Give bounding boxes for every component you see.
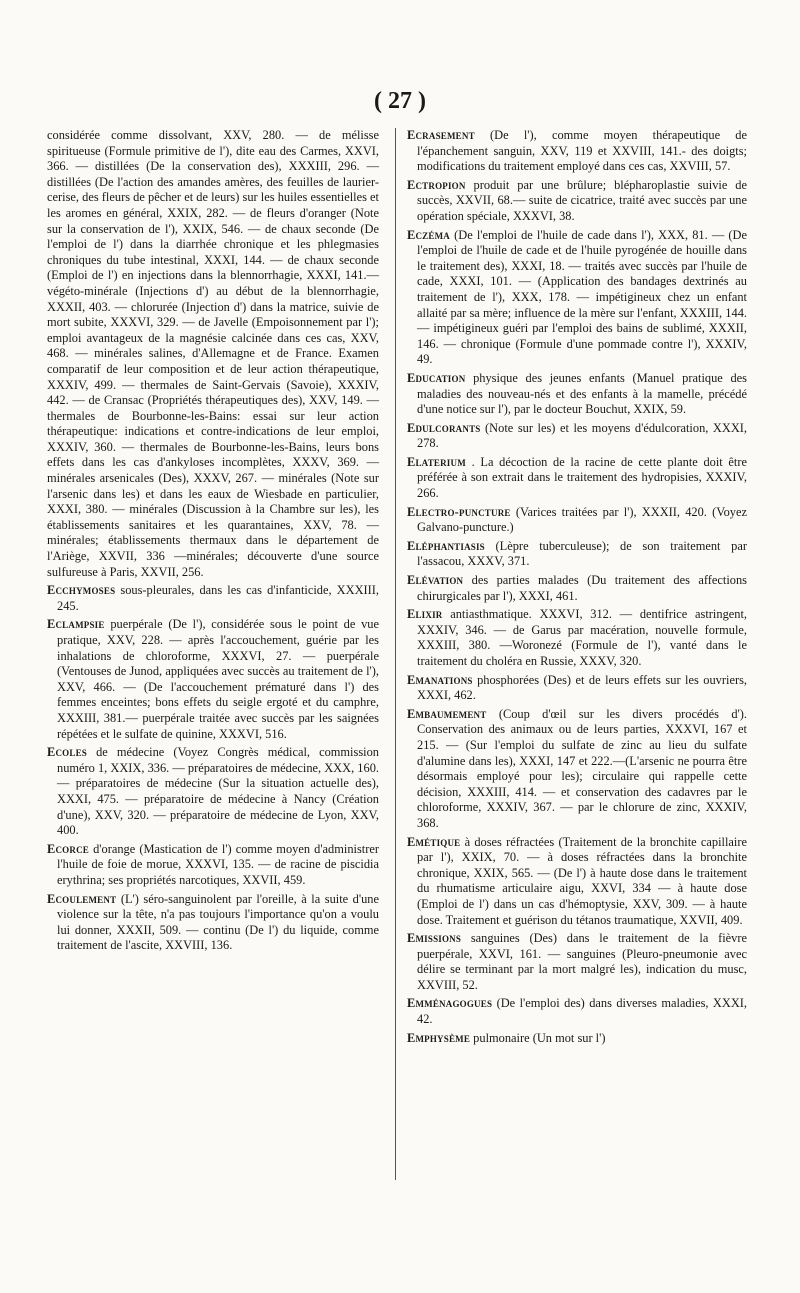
- entry-headword: Education: [407, 370, 466, 385]
- index-entry: [407, 178, 747, 225]
- entry-text: physique des jeunes enfants (Manuel pratique des maladies des nouveau-nés et des enfants à la mamelle, précédé d'une notice sur l'), par le docteur Bouchut, XXIX, 59.: [417, 370, 747, 417]
- entry-text: sous-pleurales, dans les cas d'infanticide, XXXIII, 245.: [57, 583, 379, 613]
- right-column: [407, 128, 747, 1049]
- left-column: [47, 128, 379, 957]
- index-entry: [407, 371, 747, 418]
- entry-text: considérée comme dissolvant, XXV, 280. — de mélisse spiritueuse (Formule primitive de l'), dite eau des Carmes, XXVI, 366. — distillées (De la conservation des), XXXIII, 296. — distillées (De l'action des amandes amères, des feuilles de laurier-cerise, des fleurs de pêcher et de leurs) sur les huiles essentielles et les aromes en général, XXIX, 282. — de fleurs d'oranger (Note sur la conservation de l'), XXIX, 546. — de chaux seconde (De l'emploi de l') dans la diarrhée chronique et les phlegmasies chroniques du tube intestinal, XXXI, 144. — de chaux seconde (Emploi de l') en injections dans la blennorrhagie, XXXI, 141.— végéto-minérale (Injections d') au début de la blennorrhagie, XXXII, 403. — chlorurée (Injection d') dans la matrice, suivie de mort subite, XXXVI, 329. — de Javelle (Empoisonnement par l'); emploi avantageux de la magnésie calcinée dans ces cas, XXV, 468. — minérales salines, d'Allemagne et de France. Examen comparatif de leur composition et de leur action thérapeutique, XXXIV, 499. — thermales de Saint-Gervais (Savoie), XXXIV, 442. — de Cransac (Propriétés thérapeutiques des), XXV, 149. — thermales de Bourbonne-les-Bains: essai sur leur action thérapeutique: indications et contre-indications de leur emploi, XXXIV, 360. — thermales de Bourbonne-les-Bains, leurs bons effets dans les cas d'ankyloses incomplètes, XXXV, 369. — minérales arsenicales (Des), XXXV, 267. — minérales (Note sur l'arsenic dans les) et dans les eaux de Wiesbade en particulier, XXXI, 380. — minérales (Discussion à la Chambre sur les), les établissements sanitaires et les quarantaines, XXV, 78. — minérales; établissements thermaux dans le département de l'Ariège, XXVII, 336 —minérales; découverte d'une source sulfureuse à Paris, XXVII, 256.: [47, 128, 379, 579]
- index-entry: [47, 128, 379, 580]
- index-entry: [407, 835, 747, 929]
- index-entry: [407, 128, 747, 175]
- entry-text: à doses réfractées (Traitement de la bronchite capillaire par l'), XXIX, 70. — à doses réfractées dans la bronchite chronique, XXIX, 565. — (De l') à haute dose dans le traitement du rhumatisme articulaire aigu, XXVI, 334 — à haute dose (Emploi de l') dans un cas d'hémoptysie, XXV, 309. — à haute dose. Traitement et guérison du tétanos traumatique, XXVII, 409.: [417, 834, 747, 927]
- entry-text: . La décoction de la racine de cette plante doit être préférée à son extrait dans le traitement des hydropisies, XXXIV, 266.: [417, 454, 747, 501]
- index-entry: [47, 583, 379, 614]
- entry-headword: Emménagogues: [407, 996, 493, 1011]
- entry-text: pulmonaire (Un mot sur l'): [473, 1030, 606, 1045]
- index-entry: [407, 455, 747, 502]
- entry-headword: Embaumement: [407, 706, 487, 721]
- index-entry: [407, 539, 747, 570]
- entry-text: puerpérale (De l'), considérée sous le point de vue pratique, XXV, 228. — après l'accouchement, guérie par les inhalations de chloroforme, XXXVI, 27. — puerpérale (Ventouses de Junod, appliquées avec succès au traitement de l'), XXV, 466. — (De l'accouchement prématuré dans l') des femmes enceintes; bons effets du seigle ergoté et du camphre, XXXIII, 381.— puerpérale traitée avec succès par les saignées répétées et le sulfate de quinine, XXXVI, 516.: [57, 617, 379, 741]
- index-entry: [407, 505, 747, 536]
- index-entry: [47, 617, 379, 742]
- entry-text: (De l'), comme moyen thérapeutique de l'épanchement sanguin, XXV, 119 et XXVIII, 141.- des doigts; modifications du traitement employé dans ces cas, XXVIII, 57.: [417, 128, 747, 174]
- entry-headword: Ecoles: [47, 745, 87, 760]
- index-entry: [47, 745, 379, 839]
- entry-headword: Electro-puncture: [407, 504, 511, 519]
- entry-headword: Emissions: [407, 931, 462, 946]
- index-entry: [407, 996, 747, 1027]
- index-entry: [407, 707, 747, 832]
- entry-text: (De l'emploi des) dans diverses maladies, XXXI, 42.: [417, 996, 747, 1027]
- index-entry: [407, 228, 747, 368]
- column-divider: [395, 128, 396, 1180]
- entry-headword: Elévation: [407, 573, 464, 588]
- entry-text: (De l'emploi de l'huile de cade dans l'), XXX, 81. — (De l'emploi de l'huile de cade et de l'huile pyrogénée de houille dans le traitement des), XXXI, 18. — traités avec succès par l'huile de cade, XXXI, 101. — (Application des bandages dextrinés au traitement de l'), XXX, 178. — impétigineux chez un enfant allaité par sa mère; influence de la mère sur l'enfant, XXXIII, 144. — impétigineux guéri par l'emploi des bains de sublimé, XXXII, 146. — chronique (Formule d'une pommade contre l'), XXXIV, 49.: [417, 227, 747, 367]
- entry-headword: Ecoulement: [47, 891, 117, 906]
- entry-headword: Ecchymoses: [47, 583, 116, 598]
- entry-headword: Edulcorants: [407, 420, 481, 435]
- entry-text: antiasthmatique. XXXVI, 312. — dentifrice astringent, XXXIV, 346. — de Garus par macération, nouvelle formule, XXXIII, 380. —Woronezé (Formule de l'), vanté dans le traitement du choléra en Russie, XXXV, 320.: [417, 607, 747, 668]
- entry-text: sanguines (Des) dans le traitement de la fièvre puerpérale, XXVI, 161. — sanguines (Pleuro-pneumonie avec délire se terminant par la mort malgré les), indication du musc, XXVIII, 52.: [417, 931, 747, 992]
- index-entry: [407, 421, 747, 452]
- entry-headword: Elixir: [407, 607, 443, 622]
- entry-text: (L') séro-sanguinolent par l'oreille, à la suite d'une violence sur la tête, n'a pas toujours l'importance qu'on a voulu lui donner, XXXII, 509. — continu (De l') du liquide, comme traitement de l'ascite, XXVIII, 136.: [57, 891, 379, 953]
- page-number: ( 27 ): [374, 88, 426, 114]
- entry-text: phosphorées (Des) et de leurs effets sur les ouvriers, XXXI, 462.: [417, 672, 747, 703]
- entry-headword: Eléphantiasis: [407, 538, 485, 553]
- entry-headword: Eczéma: [407, 227, 450, 242]
- entry-headword: Ecrasement: [407, 128, 475, 142]
- entry-text: (Varices traitées par l'), XXXII, 420. (Voyez Galvano-puncture.): [417, 504, 747, 535]
- entry-headword: Ecorce: [47, 841, 89, 856]
- entry-text: de médecine (Voyez Congrès médical, commission numéro 1, XXIX, 336. — préparatoires de médecine, XXX, 160. — préparatoires de médecine (Sur la situation actuelle des), XXXI, 475. — préparatoire de médecine à Nancy (Création d'une), XXV, 320. — préparatoire de médecine de Lyon, XXV, 400.: [57, 745, 379, 838]
- entry-headword: Emétique: [407, 834, 461, 849]
- entry-text: (Lèpre tuberculeuse); de son traitement par l'assacou, XXXV, 371.: [417, 538, 747, 569]
- entry-headword: Emanations: [407, 672, 473, 687]
- index-entry: [407, 573, 747, 604]
- index-entry: [47, 892, 379, 954]
- entry-headword: Eclampsie: [47, 617, 105, 632]
- entry-text: (Note sur les) et les moyens d'édulcoration, XXXI, 278.: [417, 420, 747, 451]
- entry-headword: Emphysème: [407, 1030, 471, 1045]
- entry-text: des parties malades (Du traitement des affections chirurgicales par l'), XXXI, 461.: [417, 573, 747, 603]
- entry-headword: Elaterium: [407, 454, 466, 469]
- entry-headword: Ectropion: [407, 177, 466, 192]
- index-entry: [407, 673, 747, 704]
- entry-text: d'orange (Mastication de l') comme moyen d'administrer l'huile de foie de morue, XXXVI, 135. — de racine de piscidia erythrina; ses propriétés narcotiques, XXVII, 459.: [57, 841, 379, 887]
- index-entry: [407, 1031, 747, 1047]
- index-entry: [407, 931, 747, 993]
- index-entry: [407, 607, 747, 669]
- entry-text: produit par une brûlure; blépharoplastie suivie de succès, XXVII, 68.— suite de cicatrice, traité avec succès par une opération spéciale, XXXVI, 38.: [417, 177, 747, 223]
- entry-text: (Coup d'œil sur les divers procédés d'). Conservation des animaux ou de leurs parties, XXXVI, 167 et 215. — (Sur l'emploi du sulfate de zinc au lieu du sulfate d'alumine dans les), XXXI, 147 et 222.—(L'arsenic ne pourra être désormais employé pour les); circulaire qui rappelle cette décision, XXXIII, 414. — et conservation des cadavres par le chloroforme, XXXIV, 367. — par le chlorure de zinc, XXXIV, 368.: [417, 706, 747, 830]
- index-entry: [47, 842, 379, 889]
